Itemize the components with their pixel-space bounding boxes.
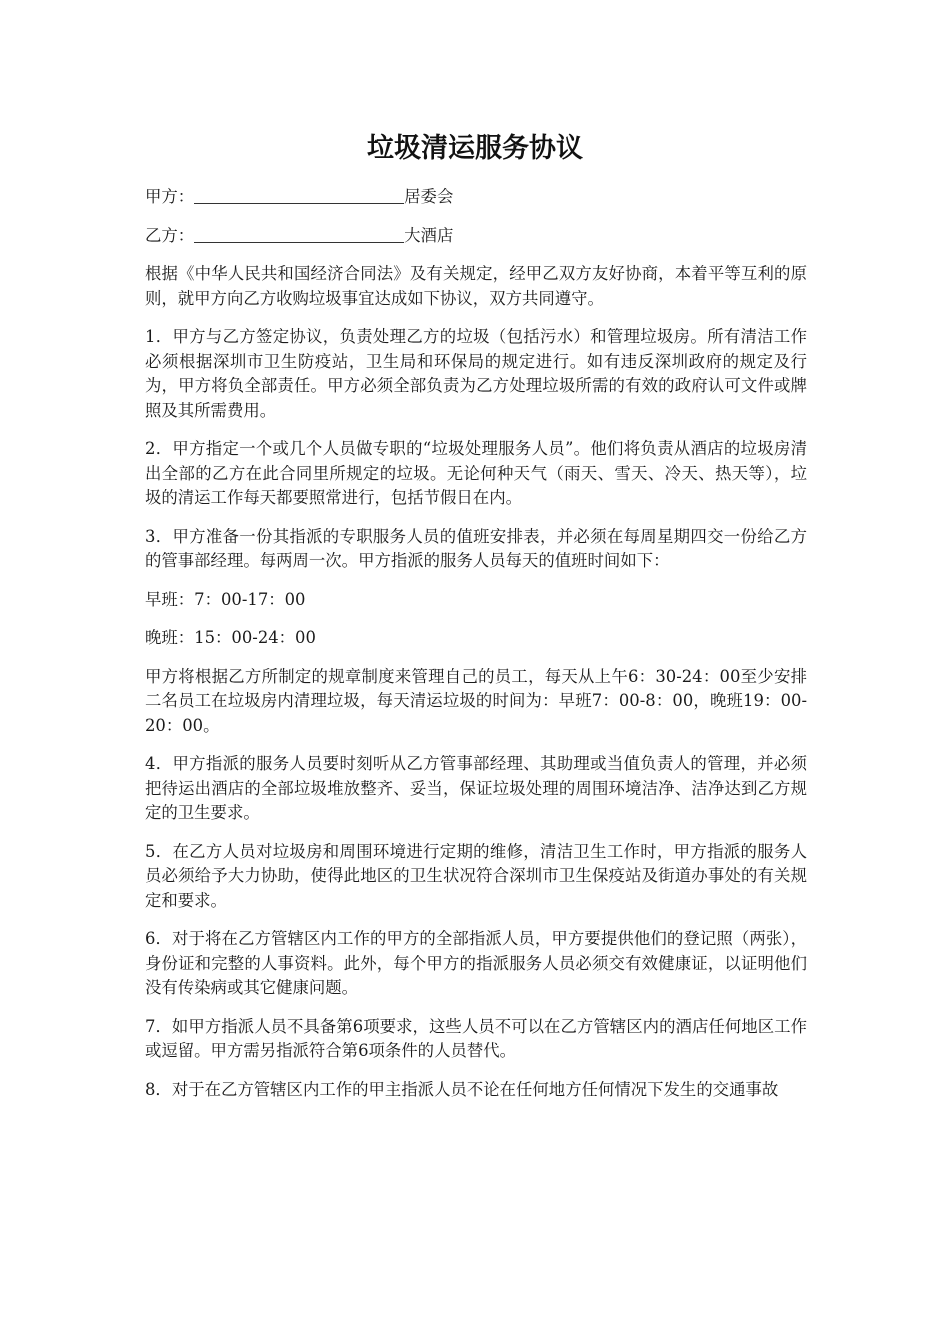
party-a-suffix: 居委会 bbox=[404, 187, 454, 206]
document-title: 垃圾清运服务协议 bbox=[367, 133, 583, 164]
party-b-suffix: 大酒店 bbox=[404, 225, 454, 245]
clause-3-paragraph: 3．甲方准备一份其指派的专职服务人员的值班安排表，并必须在每周星期四交一份给乙方的管事部经理。每两周一次。甲方指派的服务人员每天的值班时间如下： bbox=[145, 526, 807, 570]
clause-4-paragraph: 4．甲方指派的服务人员要时刻听从乙方管事部经理、其助理或当值负责人的管理，并必须把待运出酒店的全部垃圾堆放整齐、妥当，保证垃圾处理的周围环境洁净、洁净达到乙方规定的卫生要求。 bbox=[145, 754, 807, 822]
clause-8-paragraph: 8．对于在乙方管辖区内工作的甲主指派人员不论在任何地方任何情况下发生的交通事故 bbox=[145, 1079, 779, 1099]
clause-2-paragraph: 2．甲方指定一个或几个人员做专职的“垃圾处理服务人员”。他们将负责从酒店的垃圾房清出全部的乙方在此合同里所规定的垃圾。无论何种天气（雨天、雪天、冷天、热天等），垃圾的清运工作每天都要照常进行，包括节假日在内。 bbox=[145, 439, 807, 507]
clause-7-paragraph: 7．如甲方指派人员不具备第6项要求，这些人员不可以在乙方管辖区内的酒店任何地区工作或逗留。甲方需另指派符合第6项条件的人员替代。 bbox=[145, 1016, 807, 1060]
party-a-line bbox=[145, 185, 807, 210]
morning-shift-line: 早班：7：00-17：00 bbox=[145, 589, 306, 609]
preamble-paragraph: 根据《中华人民共和国经济合同法》及有关规定，经甲乙双方友好协商，本着平等互利的原则，就甲方向乙方收购垃圾事宜达成如下协议，双方共同遵守。 bbox=[145, 264, 807, 308]
party-b-label: 乙方： bbox=[145, 225, 195, 245]
staff-schedule-paragraph: 甲方将根据乙方所制定的规章制度来管理自己的员工，每天从上午6：30-24：00至少安排二名员工在垃圾房内清理垃圾，每天清运垃圾的时间为：早班7：00-8：00，晚班19：00-20：00。 bbox=[145, 666, 807, 735]
clause-6-paragraph: 6．对于将在乙方管辖区内工作的甲方的全部指派人员，甲方要提供他们的登记照（两张），身份证和完整的人事资料。此外，每个甲方的指派服务人员必须交有效健康证，以证明他们没有传染病或其它健康问题。 bbox=[145, 929, 807, 997]
party-a-label: 甲方： bbox=[145, 187, 195, 206]
party-a-blank bbox=[194, 185, 404, 204]
party-b-blank bbox=[194, 224, 404, 243]
clause-1-paragraph: 1．甲方与乙方签定协议，负责处理乙方的垃圾（包括污水）和管理垃圾房。所有清洁工作必须根据深圳市卫生防疫站，卫生局和环保局的规定进行。如有违反深圳政府的规定及行为，甲方将负全部责任。甲方必须全部负责为乙方处理垃圾所需的有效的政府认可文件或牌照及其所需费用。 bbox=[145, 327, 807, 420]
party-b-line bbox=[145, 224, 807, 249]
evening-shift-line: 晚班：15：00-24：00 bbox=[145, 628, 316, 647]
clause-5-paragraph: 5．在乙方人员对垃圾房和周围环境进行定期的维修，清洁卫生工作时，甲方指派的服务人员必须给予大力协助，使得此地区的卫生状况符合深圳市卫生保疫站及街道办事处的有关规定和要求。 bbox=[145, 841, 807, 910]
document-body bbox=[145, 185, 807, 1116]
